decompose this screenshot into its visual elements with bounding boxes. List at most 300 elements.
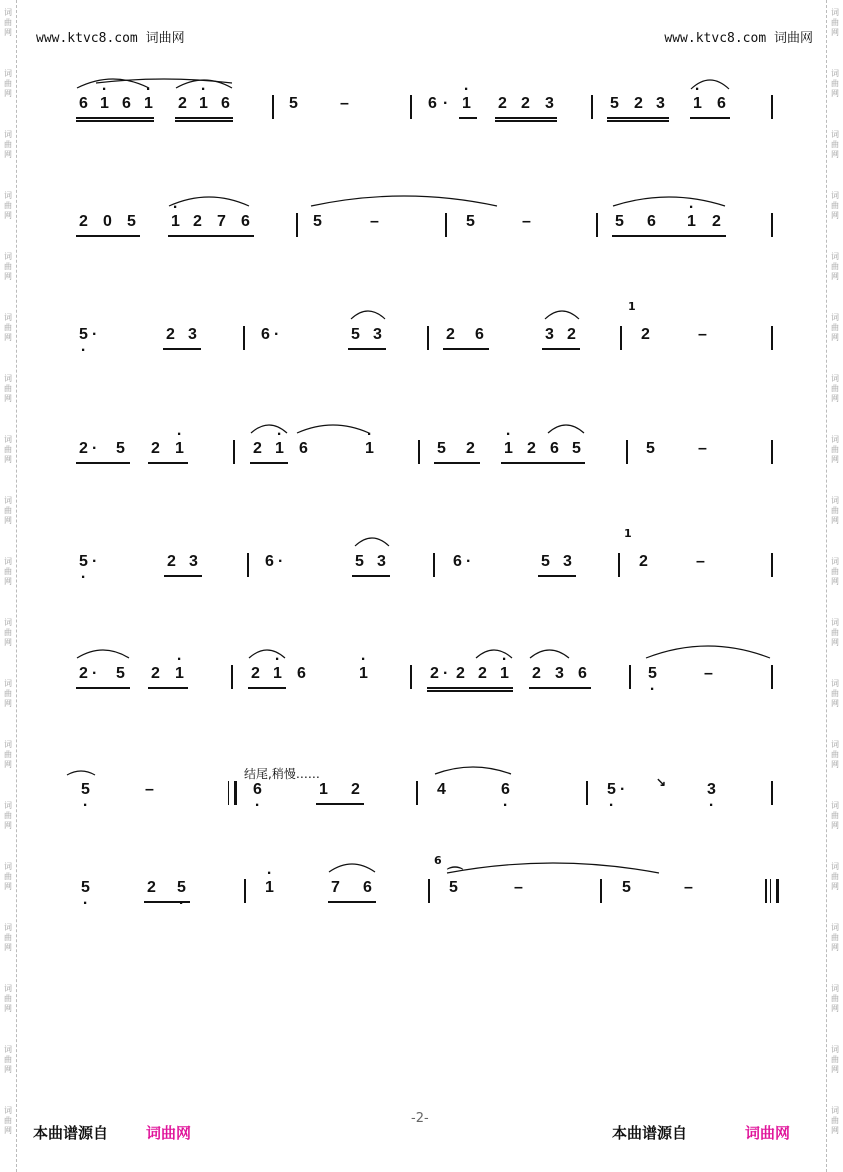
watermark-glyph: 词 — [4, 862, 12, 871]
watermark-glyph: 词 — [831, 557, 839, 566]
note — [288, 95, 299, 113]
underline — [76, 117, 154, 122]
note-digit: 2 — [151, 440, 160, 457]
note-digit: 6 — [428, 95, 437, 112]
barline — [433, 553, 435, 577]
underline — [164, 575, 202, 577]
note-digit: 6 — [363, 879, 372, 896]
watermark-glyph: 曲 — [4, 1055, 12, 1064]
underline — [76, 235, 140, 237]
watermark-glyph: 曲 — [4, 201, 12, 210]
note-digit: 5 — [351, 326, 360, 343]
note — [358, 665, 369, 683]
watermark-glyph: 词 — [4, 740, 12, 749]
watermark-glyph: 词 — [4, 130, 12, 139]
watermark-glyph: 网 — [831, 150, 839, 159]
note — [318, 781, 329, 799]
note — [78, 553, 89, 571]
note-digit: 3 — [555, 665, 564, 682]
barline — [233, 440, 235, 464]
note — [362, 879, 373, 897]
watermark-glyph: 网 — [831, 699, 839, 708]
watermark-glyph: 曲 — [4, 689, 12, 698]
slur — [434, 766, 512, 775]
barline — [410, 95, 412, 119]
note — [78, 213, 89, 231]
note-digit: · 1 — [264, 879, 275, 897]
watermark-glyph: 曲 — [4, 628, 12, 637]
watermark-glyph: 词 — [831, 252, 839, 261]
note-digit: 5 — [449, 879, 458, 896]
note-digit: 5 — [289, 95, 298, 112]
watermark-glyph: 网 — [4, 638, 12, 647]
slur — [544, 310, 580, 320]
watermark-glyph: 曲 — [4, 445, 12, 454]
note — [692, 95, 703, 113]
watermark-glyph: 词 — [831, 69, 839, 78]
watermark-glyph: 词 — [4, 374, 12, 383]
note — [474, 326, 485, 344]
underline — [427, 687, 513, 692]
note-digit: 6 — [122, 95, 131, 112]
note — [174, 665, 185, 683]
watermark-glyph: 曲 — [4, 811, 12, 820]
note-digit: · 1 — [174, 440, 185, 458]
note — [78, 326, 89, 344]
watermark-glyph: 网 — [831, 28, 839, 37]
underline — [250, 462, 288, 464]
note — [165, 326, 176, 344]
page-number: -2- — [411, 1111, 429, 1126]
note-digit: · 1 — [503, 440, 514, 458]
barline — [272, 95, 274, 119]
slur — [66, 770, 96, 776]
dash: – — [370, 213, 379, 230]
note-digit: 5 · — [80, 879, 91, 897]
note — [445, 326, 456, 344]
note-digit: 6 · — [500, 781, 511, 799]
watermark-glyph: 网 — [4, 1065, 12, 1074]
watermark-glyph: 词 — [4, 8, 12, 17]
watermark-glyph: 曲 — [4, 933, 12, 942]
watermark-glyph: 词 — [4, 496, 12, 505]
note — [198, 95, 209, 113]
note — [115, 440, 126, 458]
note — [298, 440, 309, 458]
note — [640, 326, 651, 344]
header-left — [36, 27, 185, 46]
barline — [771, 665, 773, 689]
watermark-glyph: 网 — [831, 394, 839, 403]
barline — [427, 326, 429, 350]
watermark-glyph: 词 — [831, 801, 839, 810]
dot: · — [92, 665, 98, 682]
barline — [231, 665, 233, 689]
underline — [248, 687, 286, 689]
note — [376, 553, 387, 571]
note — [646, 213, 657, 231]
note-digit: 5 — [610, 95, 619, 112]
slur — [248, 649, 286, 659]
watermark-glyph: 曲 — [4, 750, 12, 759]
watermark-glyph: 词 — [831, 496, 839, 505]
note-digit: 2 — [147, 879, 156, 896]
underline — [76, 687, 130, 689]
watermark-glyph: 网 — [831, 272, 839, 281]
watermark-glyph: 网 — [831, 882, 839, 891]
watermark-glyph: 网 — [4, 394, 12, 403]
watermark-glyph: 词 — [4, 435, 12, 444]
barline — [629, 665, 631, 689]
underline — [76, 462, 130, 464]
watermark-glyph: 词 — [831, 130, 839, 139]
footer-right: 本曲谱源自 词曲网 — [612, 1124, 791, 1142]
note — [554, 665, 565, 683]
watermark-glyph: 词 — [4, 618, 12, 627]
watermark-glyph: 词 — [831, 984, 839, 993]
slur — [354, 537, 390, 547]
note — [177, 95, 188, 113]
underline — [501, 462, 585, 464]
watermark-glyph: 曲 — [4, 79, 12, 88]
note-digit: 5 — [646, 440, 655, 457]
note-digit: · 1 — [170, 213, 181, 231]
note — [78, 95, 89, 113]
underline — [607, 117, 669, 122]
barline — [418, 440, 420, 464]
watermark-glyph: 网 — [831, 1065, 839, 1074]
note — [638, 553, 649, 571]
final-barline — [770, 879, 779, 903]
underline — [352, 575, 390, 577]
note-digit: 2 — [527, 440, 536, 457]
dot: · — [278, 553, 284, 570]
underline — [443, 348, 489, 350]
watermark-glyph: 词 — [831, 923, 839, 932]
watermark-glyph: 网 — [4, 211, 12, 220]
note-digit: 6 — [297, 665, 306, 682]
barline — [591, 95, 593, 119]
note — [571, 440, 582, 458]
note-digit: 2 — [521, 95, 530, 112]
note — [503, 440, 514, 458]
repeat-barline — [228, 781, 237, 805]
barline — [244, 879, 246, 903]
header-left-site: www.ktvc8.com — [36, 31, 138, 46]
note — [126, 213, 137, 231]
watermark-glyph: 词 — [831, 1045, 839, 1054]
note — [115, 665, 126, 683]
barline — [600, 879, 602, 903]
watermark-glyph: 词 — [4, 923, 12, 932]
note-digit: 2 — [567, 326, 576, 343]
note-digit: 2 — [79, 440, 88, 457]
watermark-glyph: 曲 — [4, 18, 12, 27]
slur — [168, 196, 250, 207]
slur — [475, 649, 513, 659]
dot: · — [443, 95, 449, 112]
watermark-glyph: 网 — [831, 516, 839, 525]
note-digit: 2 — [456, 665, 465, 682]
note-digit: 6 — [299, 440, 308, 457]
note — [544, 95, 555, 113]
header-right — [664, 27, 813, 46]
watermark-glyph: 曲 — [831, 567, 839, 576]
watermark-glyph: 词 — [4, 252, 12, 261]
barline — [771, 326, 773, 350]
grace-note: 6 — [434, 854, 442, 867]
underline — [175, 117, 233, 122]
barline — [428, 879, 430, 903]
note-digit: 5 — [355, 553, 364, 570]
barline — [445, 213, 447, 237]
note — [220, 95, 231, 113]
watermark-glyph: 曲 — [831, 1116, 839, 1125]
watermark-glyph: 词 — [4, 1045, 12, 1054]
note-digit: 3 — [545, 95, 554, 112]
slur — [350, 310, 386, 320]
watermark-glyph: 网 — [4, 577, 12, 586]
slur — [328, 863, 376, 873]
note-digit: 6 — [265, 553, 274, 570]
note — [264, 553, 275, 571]
note — [436, 781, 447, 799]
watermark-glyph: 曲 — [4, 506, 12, 515]
note — [526, 440, 537, 458]
note-digit: 2 — [532, 665, 541, 682]
note — [252, 440, 263, 458]
watermark-glyph: 网 — [4, 272, 12, 281]
note-digit: · 1 — [99, 95, 110, 113]
note-digit: 5 — [313, 213, 322, 230]
note — [174, 440, 185, 458]
note — [364, 440, 375, 458]
note — [188, 553, 199, 571]
note — [350, 326, 361, 344]
note — [540, 553, 551, 571]
note — [187, 326, 198, 344]
note-digit: 6 — [717, 95, 726, 112]
dash: – — [684, 879, 693, 896]
dash: – — [145, 781, 154, 798]
watermark-glyph: 词 — [4, 984, 12, 993]
watermark-glyph: 网 — [831, 638, 839, 647]
underline — [529, 687, 591, 689]
underline — [148, 462, 188, 464]
note — [577, 665, 588, 683]
underline — [348, 348, 386, 350]
note — [78, 440, 89, 458]
note-digit: 2 — [641, 326, 650, 343]
note — [170, 213, 181, 231]
note-digit: · 1 — [686, 213, 697, 231]
tempo-mark: 结尾,稍慢…… — [244, 767, 320, 781]
note-digit: 2 — [351, 781, 360, 798]
note — [330, 879, 341, 897]
right-watermark-strip — [826, 0, 843, 1172]
note-digit: 2 — [430, 665, 439, 682]
watermark-glyph: 曲 — [4, 384, 12, 393]
note — [566, 326, 577, 344]
underline — [168, 235, 254, 237]
barline — [771, 440, 773, 464]
header-right-name: 词曲网 — [773, 31, 813, 46]
note — [354, 553, 365, 571]
dash: – — [698, 440, 707, 457]
watermark-glyph: 网 — [4, 516, 12, 525]
note-digit: 2 — [446, 326, 455, 343]
note-digit: · 1 — [358, 665, 369, 683]
note — [499, 665, 510, 683]
note-digit: 2 — [151, 665, 160, 682]
note — [146, 879, 157, 897]
note — [166, 553, 177, 571]
note-digit: 3 — [563, 553, 572, 570]
note — [150, 440, 161, 458]
note — [150, 665, 161, 683]
note — [621, 879, 632, 897]
watermark-glyph: 网 — [4, 150, 12, 159]
note — [614, 213, 625, 231]
note — [655, 95, 666, 113]
note-digit: 6 — [550, 440, 559, 457]
watermark-glyph: 曲 — [4, 994, 12, 1003]
note — [549, 440, 560, 458]
note — [500, 781, 511, 799]
arrow-mark: ↘ — [656, 775, 667, 789]
note — [260, 326, 271, 344]
barline — [618, 553, 620, 577]
note — [427, 95, 438, 113]
note-digit: 7 — [331, 879, 340, 896]
note-digit: · 1 — [461, 95, 472, 113]
watermark-glyph: 曲 — [831, 994, 839, 1003]
watermark-glyph: 网 — [4, 882, 12, 891]
note — [465, 440, 476, 458]
note-digit: 5 — [127, 213, 136, 230]
note-digit: 5 — [466, 213, 475, 230]
watermark-glyph: 网 — [4, 699, 12, 708]
note — [296, 665, 307, 683]
note — [606, 781, 617, 799]
note — [716, 95, 727, 113]
note-digit: 2 — [466, 440, 475, 457]
watermark-glyph: 词 — [4, 679, 12, 688]
watermark-glyph: 词 — [831, 679, 839, 688]
note-digit: 2 — [634, 95, 643, 112]
note — [465, 213, 476, 231]
slur — [250, 424, 288, 434]
note — [192, 213, 203, 231]
note — [350, 781, 361, 799]
watermark-glyph: 词 — [4, 1106, 12, 1115]
watermark-glyph: 网 — [831, 760, 839, 769]
note-digit: 7 — [217, 213, 226, 230]
header-left-name: 词曲网 — [145, 31, 185, 46]
note-digit: · 1 — [274, 440, 285, 458]
note-digit: 5 — [615, 213, 624, 230]
dash: – — [704, 665, 713, 682]
watermark-glyph: 网 — [831, 211, 839, 220]
underline — [542, 348, 580, 350]
note-digit: 5 · — [78, 326, 89, 344]
note-digit: 2 — [478, 665, 487, 682]
underline — [495, 117, 557, 122]
slur — [296, 424, 370, 434]
watermark-glyph: 词 — [4, 557, 12, 566]
slur — [529, 649, 570, 659]
left-watermark-strip — [0, 0, 17, 1172]
underline — [459, 117, 477, 119]
note — [711, 213, 722, 231]
note-digit: 3 · — [706, 781, 717, 799]
note-digit: 6 — [221, 95, 230, 112]
watermark-glyph: 曲 — [4, 323, 12, 332]
note-digit: · 1 — [272, 665, 283, 683]
note — [544, 326, 555, 344]
slur — [645, 645, 771, 659]
dash: – — [698, 326, 707, 343]
watermark-glyph: 曲 — [4, 567, 12, 576]
watermark-glyph: 词 — [831, 374, 839, 383]
watermark-glyph: 曲 — [831, 79, 839, 88]
slur — [310, 195, 498, 207]
watermark-glyph: 曲 — [4, 140, 12, 149]
note — [264, 879, 275, 897]
watermark-glyph: 网 — [4, 28, 12, 37]
note-digit: 2 — [79, 213, 88, 230]
note — [240, 213, 251, 231]
barline — [771, 95, 773, 119]
watermark-glyph: 网 — [4, 943, 12, 952]
watermark-glyph: 曲 — [831, 201, 839, 210]
fermata: ⌒ — [447, 867, 464, 884]
watermark-glyph: 曲 — [831, 750, 839, 759]
watermark-glyph: 词 — [4, 69, 12, 78]
watermark-glyph: 网 — [831, 1126, 839, 1135]
barline — [247, 553, 249, 577]
watermark-glyph: 网 — [831, 821, 839, 830]
watermark-glyph: 曲 — [831, 689, 839, 698]
note — [647, 665, 658, 683]
slur — [547, 424, 585, 434]
note-digit: 5 · — [80, 781, 91, 799]
note-digit: 2 — [712, 213, 721, 230]
note — [176, 879, 187, 897]
note — [250, 665, 261, 683]
dash: – — [340, 95, 349, 112]
underline — [316, 803, 364, 805]
watermark-glyph: 网 — [831, 943, 839, 952]
watermark-glyph: 网 — [4, 821, 12, 830]
slur — [95, 78, 233, 84]
note-digit: 6 — [261, 326, 270, 343]
watermark-glyph: 曲 — [831, 628, 839, 637]
watermark-glyph: 网 — [4, 455, 12, 464]
note-digit: 6 · — [252, 781, 263, 799]
dot: · — [443, 665, 449, 682]
note-digit: 1 — [319, 781, 328, 798]
note — [609, 95, 620, 113]
note-digit: · 1 — [143, 95, 154, 113]
note — [78, 665, 89, 683]
watermark-glyph: 网 — [831, 89, 839, 98]
barline — [410, 665, 412, 689]
grace-note: 1 — [628, 300, 636, 313]
note — [143, 95, 154, 113]
dash: – — [696, 553, 705, 570]
note — [312, 213, 323, 231]
